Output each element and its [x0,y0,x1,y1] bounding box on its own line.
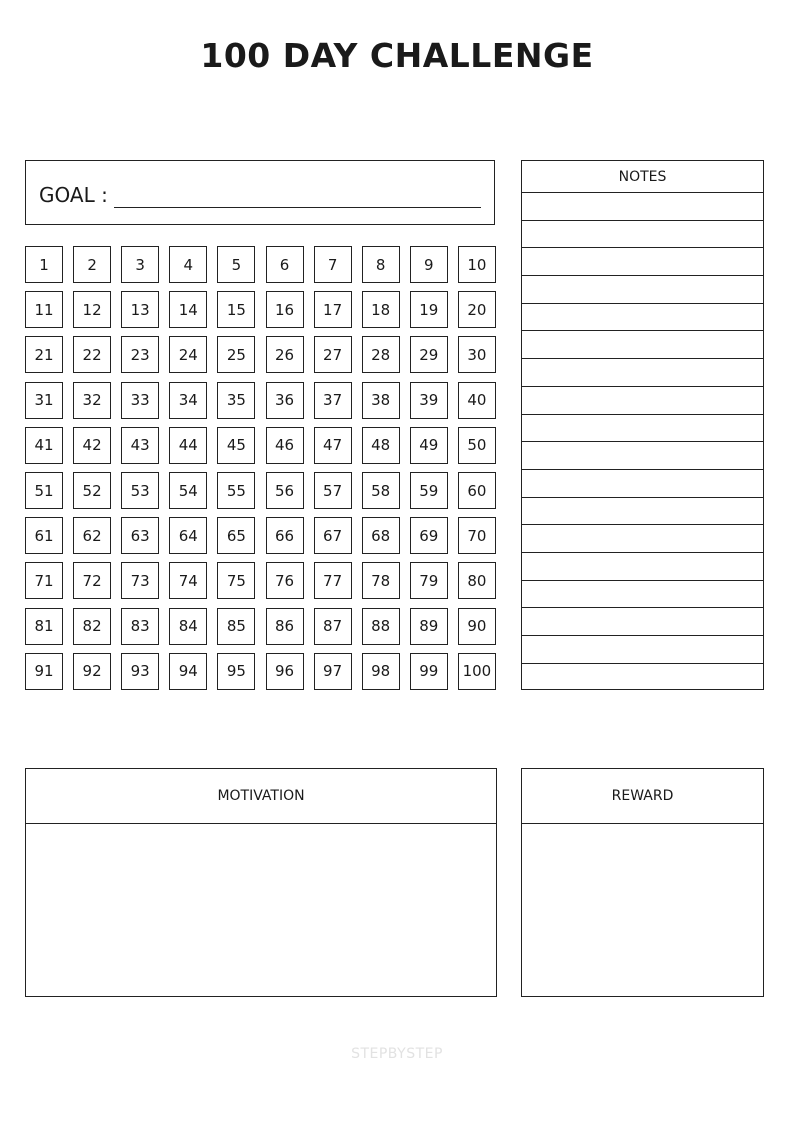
day-cell[interactable]: 30 [458,336,496,373]
day-cell[interactable]: 57 [314,472,352,509]
day-cell[interactable]: 59 [410,472,448,509]
note-line[interactable] [522,193,763,221]
day-cell[interactable]: 32 [73,382,111,419]
day-cell[interactable]: 53 [121,472,159,509]
day-cell[interactable]: 37 [314,382,352,419]
day-cell[interactable]: 13 [121,291,159,328]
day-cell[interactable]: 84 [169,608,207,645]
reward-panel[interactable] [521,768,764,997]
note-line[interactable] [522,415,763,443]
day-cell[interactable]: 92 [73,653,111,690]
day-cell[interactable]: 78 [362,562,400,599]
day-cell[interactable]: 29 [410,336,448,373]
day-cell[interactable]: 43 [121,427,159,464]
note-line[interactable] [522,221,763,249]
day-cell[interactable]: 68 [362,517,400,554]
day-cell[interactable]: 28 [362,336,400,373]
day-cell[interactable]: 94 [169,653,207,690]
notes-header: NOTES [522,161,763,193]
day-cell[interactable]: 91 [25,653,63,690]
day-cell[interactable]: 76 [266,562,304,599]
day-cell[interactable]: 18 [362,291,400,328]
notes-lines [522,193,763,691]
note-line[interactable] [522,636,763,664]
day-cell[interactable]: 45 [217,427,255,464]
day-cell[interactable]: 63 [121,517,159,554]
day-cell[interactable]: 6 [266,246,304,283]
day-cell[interactable]: 42 [73,427,111,464]
day-cell[interactable]: 5 [217,246,255,283]
day-cell[interactable]: 66 [266,517,304,554]
reward-header: REWARD [522,769,763,824]
day-cell[interactable]: 10 [458,246,496,283]
day-cell[interactable]: 14 [169,291,207,328]
day-cell[interactable]: 7 [314,246,352,283]
day-cell[interactable]: 88 [362,608,400,645]
day-cell[interactable]: 16 [266,291,304,328]
day-cell[interactable]: 3 [121,246,159,283]
day-cell[interactable]: 77 [314,562,352,599]
note-line[interactable] [522,442,763,470]
day-cell[interactable]: 65 [217,517,255,554]
day-cell[interactable]: 19 [410,291,448,328]
day-cell[interactable]: 49 [410,427,448,464]
day-cell[interactable]: 26 [266,336,304,373]
note-line[interactable] [522,387,763,415]
day-cell[interactable]: 54 [169,472,207,509]
day-cell[interactable]: 51 [25,472,63,509]
day-cell[interactable]: 31 [25,382,63,419]
day-cell[interactable]: 41 [25,427,63,464]
day-cell[interactable]: 89 [410,608,448,645]
day-cell[interactable]: 72 [73,562,111,599]
day-cell[interactable]: 96 [266,653,304,690]
day-cell[interactable]: 48 [362,427,400,464]
day-cell[interactable]: 97 [314,653,352,690]
day-cell[interactable]: 79 [410,562,448,599]
note-line[interactable] [522,664,763,692]
day-cell[interactable]: 98 [362,653,400,690]
day-cell[interactable]: 36 [266,382,304,419]
day-cell[interactable]: 71 [25,562,63,599]
day-cell[interactable]: 21 [25,336,63,373]
day-cell[interactable]: 73 [121,562,159,599]
note-line[interactable] [522,276,763,304]
note-line[interactable] [522,359,763,387]
day-cell[interactable]: 74 [169,562,207,599]
day-cell[interactable]: 39 [410,382,448,419]
day-cell[interactable]: 46 [266,427,304,464]
day-cell[interactable]: 1 [25,246,63,283]
day-cell[interactable]: 23 [121,336,159,373]
note-line[interactable] [522,525,763,553]
day-cell[interactable]: 61 [25,517,63,554]
day-cell[interactable]: 50 [458,427,496,464]
goal-write-line[interactable] [114,207,481,208]
day-cell[interactable]: 93 [121,653,159,690]
day-cell[interactable]: 12 [73,291,111,328]
day-cell[interactable]: 83 [121,608,159,645]
day-cell[interactable]: 81 [25,608,63,645]
note-line[interactable] [522,470,763,498]
page-title: 100 DAY CHALLENGE [200,36,594,75]
day-cell[interactable]: 99 [410,653,448,690]
day-cell[interactable]: 56 [266,472,304,509]
goal-box[interactable] [25,160,495,225]
day-cell[interactable]: 33 [121,382,159,419]
day-cell[interactable]: 69 [410,517,448,554]
day-cell[interactable]: 2 [73,246,111,283]
day-cell[interactable]: 70 [458,517,496,554]
day-cell[interactable]: 47 [314,427,352,464]
day-cell[interactable]: 80 [458,562,496,599]
day-cell[interactable]: 9 [410,246,448,283]
day-cell[interactable]: 58 [362,472,400,509]
day-cell[interactable]: 95 [217,653,255,690]
day-cell[interactable]: 22 [73,336,111,373]
day-cell[interactable]: 35 [217,382,255,419]
day-cell[interactable]: 60 [458,472,496,509]
note-line[interactable] [522,304,763,332]
day-cell[interactable]: 34 [169,382,207,419]
day-cell[interactable]: 8 [362,246,400,283]
day-cell[interactable]: 90 [458,608,496,645]
note-line[interactable] [522,498,763,526]
note-line[interactable] [522,608,763,636]
watermark: STEPBYSTEP [351,1046,443,1062]
note-line[interactable] [522,553,763,581]
day-cell[interactable]: 40 [458,382,496,419]
day-cell[interactable]: 27 [314,336,352,373]
day-cell[interactable]: 20 [458,291,496,328]
notes-panel [521,160,764,690]
day-cell[interactable]: 85 [217,608,255,645]
day-cell[interactable]: 24 [169,336,207,373]
day-cell[interactable]: 11 [25,291,63,328]
day-cell[interactable]: 17 [314,291,352,328]
day-cell[interactable]: 38 [362,382,400,419]
day-cell[interactable]: 52 [73,472,111,509]
note-line[interactable] [522,248,763,276]
day-cell[interactable]: 64 [169,517,207,554]
day-cell[interactable]: 55 [217,472,255,509]
day-cell[interactable]: 25 [217,336,255,373]
day-cell[interactable]: 87 [314,608,352,645]
note-line[interactable] [522,331,763,359]
day-cell[interactable]: 100 [458,653,496,690]
day-cell[interactable]: 44 [169,427,207,464]
day-cell[interactable]: 15 [217,291,255,328]
day-cell[interactable]: 86 [266,608,304,645]
motivation-header: MOTIVATION [26,769,496,824]
note-line[interactable] [522,581,763,609]
day-cell[interactable]: 82 [73,608,111,645]
day-cell[interactable]: 67 [314,517,352,554]
motivation-panel[interactable] [25,768,497,997]
day-cell[interactable]: 4 [169,246,207,283]
goal-label: GOAL : [39,183,108,207]
day-cell[interactable]: 75 [217,562,255,599]
day-cell[interactable]: 62 [73,517,111,554]
